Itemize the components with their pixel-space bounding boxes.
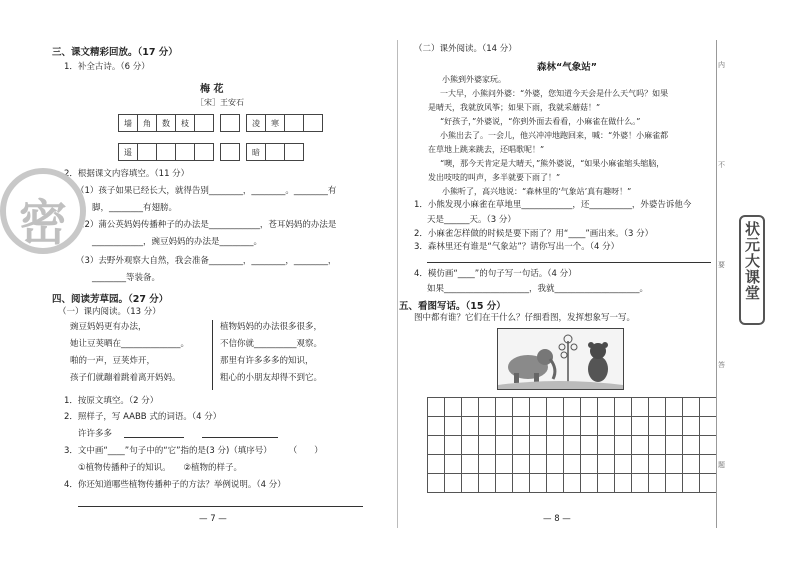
writing-cell[interactable] bbox=[683, 436, 700, 455]
poem-char: 数 bbox=[156, 114, 176, 132]
s4-part2: （二）课外阅读。（14 分） bbox=[414, 44, 517, 54]
story-line: 在草地上跳来跳去，还唱歌呢！” bbox=[428, 145, 545, 154]
seal-char: 内 bbox=[718, 61, 725, 69]
writing-cell[interactable] bbox=[547, 436, 564, 455]
writing-cell[interactable] bbox=[445, 398, 462, 417]
writing-cell[interactable] bbox=[547, 398, 564, 417]
writing-cell[interactable] bbox=[428, 417, 445, 436]
writing-cell[interactable] bbox=[547, 417, 564, 436]
poem-blank-cell[interactable] bbox=[137, 143, 157, 161]
writing-cell[interactable] bbox=[496, 398, 513, 417]
seal-char: 题 bbox=[718, 461, 725, 469]
story-line: 一大早，小熊问外婆：“外婆，您知道今天会是什么天气吗？如果 bbox=[440, 89, 669, 98]
writing-cell[interactable] bbox=[632, 436, 649, 455]
writing-cell[interactable] bbox=[581, 474, 598, 493]
writing-cell[interactable] bbox=[462, 398, 479, 417]
answer-line[interactable] bbox=[427, 262, 711, 263]
page-number-left: — 7 — bbox=[199, 514, 227, 524]
writing-cell[interactable] bbox=[462, 417, 479, 436]
writing-cell[interactable] bbox=[530, 398, 547, 417]
writing-cell[interactable] bbox=[428, 436, 445, 455]
writing-cell[interactable] bbox=[530, 455, 547, 474]
r2-label: 2．照样子，写 AABB 式的词语。（4 分） bbox=[64, 412, 222, 422]
section3-title: 三、课文精彩回放。（17 分） bbox=[52, 47, 178, 58]
r3-options: ①植物传播种子的知识。 ②植物的样子。 bbox=[78, 463, 242, 473]
writing-cell[interactable] bbox=[479, 398, 496, 417]
writing-cell[interactable] bbox=[496, 436, 513, 455]
reading-line: 孩子们就蹦着跳着离开妈妈。 bbox=[70, 373, 181, 383]
rq3-label: 3．森林里还有谁是“气象站”？请你写出一个。（4 分） bbox=[414, 242, 620, 252]
q1-label: 1．补全古诗。（6 分） bbox=[64, 62, 150, 72]
r2-example: 许许多多 bbox=[78, 429, 113, 439]
q2-1-line2: 脚，________有翅膀。 bbox=[92, 203, 178, 213]
writing-cell[interactable] bbox=[462, 455, 479, 474]
writing-cell[interactable] bbox=[649, 436, 666, 455]
writing-cell[interactable] bbox=[513, 436, 530, 455]
seal-char: 不 bbox=[718, 161, 725, 169]
section5-title: 五、看图写话。（15 分） bbox=[399, 301, 506, 312]
writing-cell[interactable] bbox=[581, 436, 598, 455]
picture-illustration bbox=[498, 329, 623, 389]
writing-cell[interactable] bbox=[564, 398, 581, 417]
q2-3-line1: （3）去野外观察大自然，我会准备________，________，________， bbox=[76, 256, 337, 266]
writing-cell[interactable] bbox=[666, 455, 683, 474]
writing-cell[interactable] bbox=[666, 474, 683, 493]
writing-cell[interactable] bbox=[683, 455, 700, 474]
rq1-line1: 1．小熊发现小麻雀在草地里____________，还__________，外婆告诉他今 bbox=[414, 200, 692, 210]
poem-char: 遥 bbox=[118, 143, 138, 161]
poem-blank-cell[interactable] bbox=[194, 114, 214, 132]
writing-cell[interactable] bbox=[615, 474, 632, 493]
story-line: “噢，那今天肯定是大晴天，”熊外婆说，“如果小麻雀缩头缩脑， bbox=[440, 159, 665, 168]
writing-cell[interactable] bbox=[649, 474, 666, 493]
s4-part1: （一）课内阅读。（13 分） bbox=[58, 307, 161, 317]
writing-cell[interactable] bbox=[649, 417, 666, 436]
box-divider bbox=[212, 320, 213, 390]
writing-cell[interactable] bbox=[615, 417, 632, 436]
poem-blank-cell[interactable] bbox=[284, 143, 304, 161]
writing-cell[interactable] bbox=[496, 455, 513, 474]
writing-cell[interactable] bbox=[513, 417, 530, 436]
writing-cell[interactable] bbox=[598, 398, 615, 417]
brand-logo bbox=[735, 215, 771, 325]
writing-cell[interactable] bbox=[632, 398, 649, 417]
poem-blank-cell[interactable] bbox=[220, 114, 240, 132]
q2-2-line1: （2）蒲公英妈妈传播种子的办法是____________，苍耳妈妈的办法是 bbox=[76, 220, 337, 230]
reading-line: 粗心的小朋友却得不到它。 bbox=[220, 373, 323, 383]
writing-cell[interactable] bbox=[700, 417, 717, 436]
writing-cell[interactable] bbox=[615, 398, 632, 417]
writing-cell[interactable] bbox=[496, 417, 513, 436]
writing-cell[interactable] bbox=[530, 474, 547, 493]
r3-label: 3．文中画“____”句子中的“它”指的是(3 分)（填序号） （ ） bbox=[64, 446, 323, 456]
writing-grid[interactable] bbox=[427, 397, 717, 493]
writing-cell[interactable] bbox=[513, 398, 530, 417]
writing-cell[interactable] bbox=[530, 417, 547, 436]
story-line: 小熊听了，高兴地说：“森林里的‘气象站’真有趣呀！” bbox=[442, 187, 632, 196]
writing-cell[interactable] bbox=[649, 398, 666, 417]
rq4-label: 4．模仿画“____”的句子写一句话。（4 分） bbox=[414, 269, 577, 279]
poem-char: 寒 bbox=[265, 114, 285, 132]
confidential-stamp bbox=[0, 168, 86, 254]
story-line: “好孩子，”外婆说，“你到外面去看看，小麻雀在做什么。” bbox=[440, 117, 641, 126]
writing-cell[interactable] bbox=[700, 455, 717, 474]
r4-label: 4．你还知道哪些植物传播种子的方法？举例说明。（4 分） bbox=[64, 480, 286, 490]
poem-char: 墙 bbox=[118, 114, 138, 132]
answer-line[interactable] bbox=[124, 437, 184, 438]
writing-cell[interactable] bbox=[479, 474, 496, 493]
writing-cell[interactable] bbox=[615, 455, 632, 474]
writing-cell[interactable] bbox=[598, 474, 615, 493]
writing-cell[interactable] bbox=[581, 455, 598, 474]
writing-cell[interactable] bbox=[547, 474, 564, 493]
writing-cell[interactable] bbox=[530, 436, 547, 455]
writing-cell[interactable] bbox=[445, 455, 462, 474]
writing-cell[interactable] bbox=[632, 417, 649, 436]
seal-char: 答 bbox=[718, 361, 725, 369]
q2-3-line2: ________等装备。 bbox=[92, 273, 161, 283]
poem-author: ［宋］王安石 bbox=[196, 98, 244, 107]
reading-line: 那里有许多多多的知识， bbox=[220, 356, 314, 366]
writing-cell[interactable] bbox=[496, 474, 513, 493]
writing-cell[interactable] bbox=[428, 455, 445, 474]
section4-title: 四、阅读芳草园。（27 分） bbox=[52, 294, 169, 305]
poem-blank-cell[interactable] bbox=[175, 143, 195, 161]
poem-blank-cell[interactable] bbox=[303, 114, 323, 132]
writing-cell[interactable] bbox=[700, 436, 717, 455]
writing-cell[interactable] bbox=[581, 398, 598, 417]
poem-char: 凌 bbox=[246, 114, 266, 132]
story-title: 森林“气象站” bbox=[537, 62, 597, 73]
writing-cell[interactable] bbox=[632, 474, 649, 493]
poem-char: 枝 bbox=[175, 114, 195, 132]
writing-cell[interactable] bbox=[445, 417, 462, 436]
writing-cell[interactable] bbox=[666, 417, 683, 436]
writing-cell[interactable] bbox=[632, 455, 649, 474]
q2-label: 2．根据课文内容填空。（11 分） bbox=[64, 169, 190, 179]
writing-cell[interactable] bbox=[666, 398, 683, 417]
seal-char: 要 bbox=[718, 261, 725, 269]
writing-cell[interactable] bbox=[700, 474, 717, 493]
writing-cell[interactable] bbox=[479, 455, 496, 474]
poem-row-1 bbox=[119, 114, 323, 132]
writing-cell[interactable] bbox=[564, 474, 581, 493]
story-line: 发出吱吱的叫声，多半就要下雨了！” bbox=[428, 173, 561, 182]
writing-cell[interactable] bbox=[683, 398, 700, 417]
story-line: 小熊到外婆家玩。 bbox=[442, 75, 506, 84]
page-number-right: — 8 — bbox=[543, 514, 571, 524]
writing-cell[interactable] bbox=[445, 474, 462, 493]
reading-line: 豌豆妈妈更有办法， bbox=[70, 322, 147, 332]
rq1-line2: 天是______天。（3 分） bbox=[427, 215, 516, 225]
writing-cell[interactable] bbox=[683, 474, 700, 493]
reading-box bbox=[70, 320, 360, 390]
poem-blank-cell[interactable] bbox=[265, 143, 285, 161]
rq2-label: 2．小麻雀怎样做的时候是要下雨了？用“____”画出来。（3 分） bbox=[414, 229, 654, 239]
writing-cell[interactable] bbox=[615, 436, 632, 455]
story-line: 小熊出去了。一会儿，他兴冲冲地跑回来，喊：“外婆！小麻雀都 bbox=[440, 131, 669, 140]
writing-cell[interactable] bbox=[598, 417, 615, 436]
brand-text: 状元大课堂 bbox=[743, 221, 761, 301]
writing-cell[interactable] bbox=[513, 455, 530, 474]
writing-cell[interactable] bbox=[479, 436, 496, 455]
writing-cell[interactable] bbox=[598, 455, 615, 474]
poem-blank-cell[interactable] bbox=[156, 143, 176, 161]
writing-cell[interactable] bbox=[462, 436, 479, 455]
q2-1-line1: （1）孩子如果已经长大，就得告别________，________。________有 bbox=[76, 186, 337, 196]
s5-prompt: 图中都有谁？它们在干什么？仔细看图，发挥想象写一写。 bbox=[414, 313, 636, 323]
writing-cell[interactable] bbox=[462, 474, 479, 493]
writing-cell[interactable] bbox=[683, 417, 700, 436]
writing-cell[interactable] bbox=[598, 436, 615, 455]
writing-cell[interactable] bbox=[564, 455, 581, 474]
reading-line: 不信你就__________观察。 bbox=[220, 339, 323, 349]
reading-line: 啪的一声，豆荚炸开， bbox=[70, 356, 156, 366]
reading-line: 她让豆荚晒在______________。 bbox=[70, 339, 190, 349]
q2-2-line2: ____________，豌豆妈妈的办法是________。 bbox=[92, 237, 263, 247]
reading-line: 植物妈妈的办法很多很多， bbox=[220, 322, 323, 332]
writing-cell[interactable] bbox=[428, 398, 445, 417]
writing-cell[interactable] bbox=[428, 474, 445, 493]
writing-cell[interactable] bbox=[649, 455, 666, 474]
writing-cell[interactable] bbox=[564, 436, 581, 455]
stamp-char: 密 bbox=[18, 195, 67, 251]
r1-label: 1．按原文填空。（2 分） bbox=[64, 396, 159, 406]
writing-cell[interactable] bbox=[513, 474, 530, 493]
writing-cell[interactable] bbox=[445, 436, 462, 455]
story-picture bbox=[497, 328, 624, 390]
writing-cell[interactable] bbox=[666, 436, 683, 455]
poem-row-2 bbox=[119, 143, 304, 161]
rq4-line: 如果____________________，我就____________________。 bbox=[427, 284, 649, 294]
writing-cell[interactable] bbox=[581, 417, 598, 436]
poem-title: 梅 花 bbox=[200, 84, 224, 95]
answer-line[interactable] bbox=[202, 437, 278, 438]
writing-cell[interactable] bbox=[564, 417, 581, 436]
poem-char: 角 bbox=[137, 114, 157, 132]
writing-cell[interactable] bbox=[479, 417, 496, 436]
writing-cell[interactable] bbox=[700, 398, 717, 417]
answer-line[interactable] bbox=[78, 506, 363, 507]
poem-blank-cell[interactable] bbox=[220, 143, 240, 161]
story-line: 是晴天，我就放风筝；如果下雨，我就采蘑菇！” bbox=[428, 103, 601, 112]
page-divider bbox=[397, 40, 398, 528]
writing-cell[interactable] bbox=[547, 455, 564, 474]
poem-blank-cell[interactable] bbox=[194, 143, 214, 161]
binding-line bbox=[716, 40, 717, 528]
poem-blank-cell[interactable] bbox=[284, 114, 304, 132]
poem-char: 暗 bbox=[246, 143, 266, 161]
